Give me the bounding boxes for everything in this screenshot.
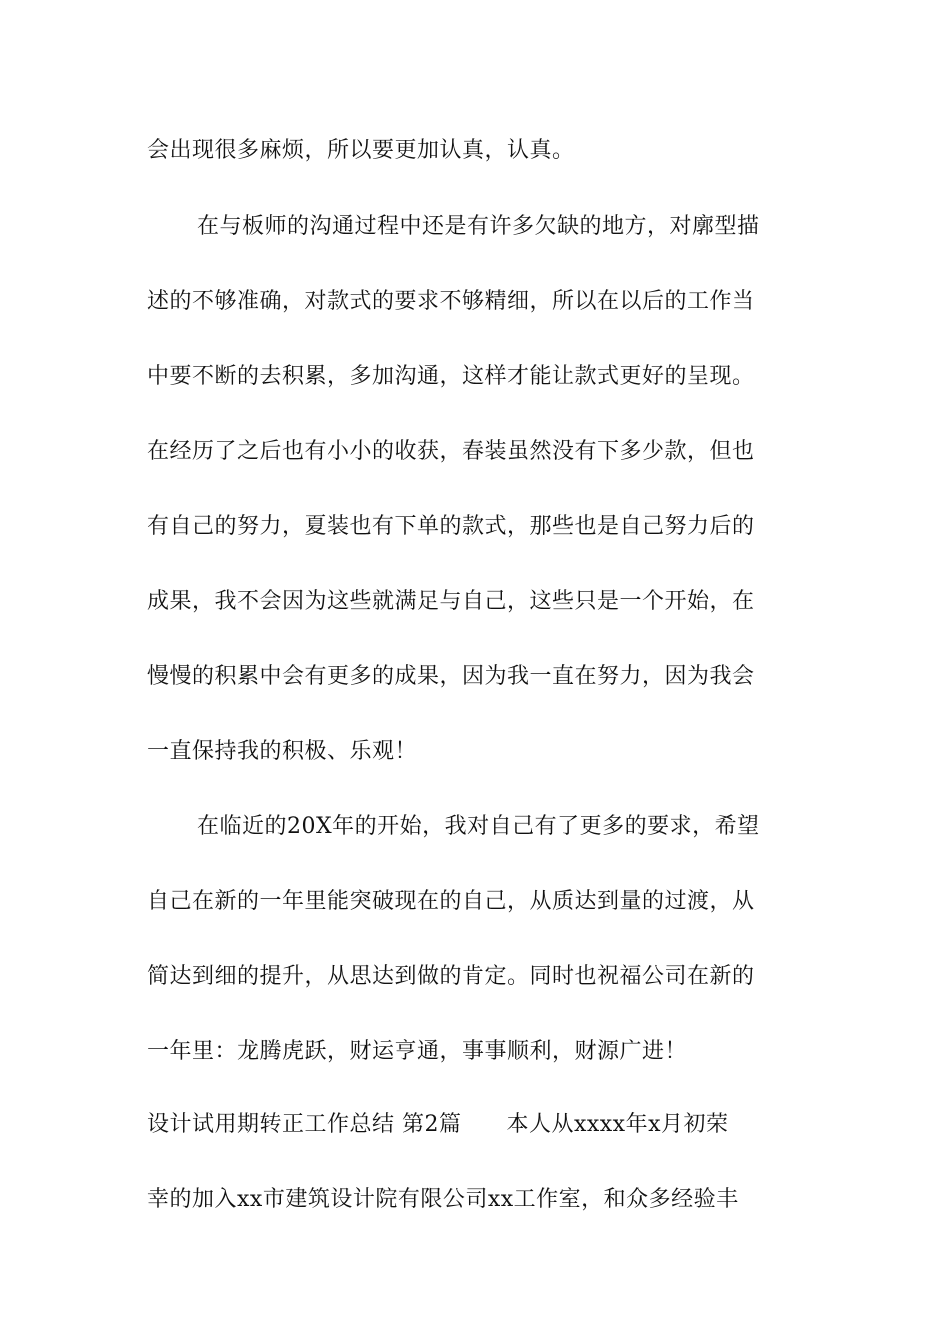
text-line: 简达到细的提升，从思达到做的肯定。同时也祝福公司在新的 [147, 964, 755, 989]
text-line: 在经历了之后也有小小的收获，春装虽然没有下多少款，但也 [147, 439, 755, 464]
text-line: 述的不够准确，对款式的要求不够精细，所以在以后的工作当 [147, 289, 755, 314]
text-line: 会出现很多麻烦，所以要更加认真，认真。 [147, 138, 575, 163]
paragraph-start-line: 在与板师的沟通过程中还是有许多欠缺的地方，对廓型描 [197, 214, 760, 239]
text-line: 成果，我不会因为这些就满足与自己，这些只是一个开始，在 [147, 589, 755, 614]
paragraph-start-line: 在临近的20X年的开始，我对自己有了更多的要求，希望 [197, 814, 760, 839]
text-line: 慢慢的积累中会有更多的成果，因为我一直在努力，因为我会 [147, 664, 755, 689]
text-line: 一直保持我的积极、乐观！ [147, 739, 418, 764]
text-line: 有自己的努力，夏装也有下单的款式，那些也是自己努力后的 [147, 514, 755, 539]
text-line: 一年里：龙腾虎跃，财运亨通，事事顺利，财源广进！ [147, 1039, 688, 1064]
text-line: 中要不断的去积累，多加沟通，这样才能让款式更好的呈现。 [147, 364, 755, 389]
section-heading-line: 设计试用期转正工作总结 第2篇 本人从xxxx年x月初荣 [147, 1112, 729, 1137]
text-line: 幸的加入xx市建筑设计院有限公司xx工作室，和众多经验丰 [147, 1187, 739, 1212]
text-line: 自己在新的一年里能突破现在的自己，从质达到量的过渡，从 [147, 889, 755, 914]
